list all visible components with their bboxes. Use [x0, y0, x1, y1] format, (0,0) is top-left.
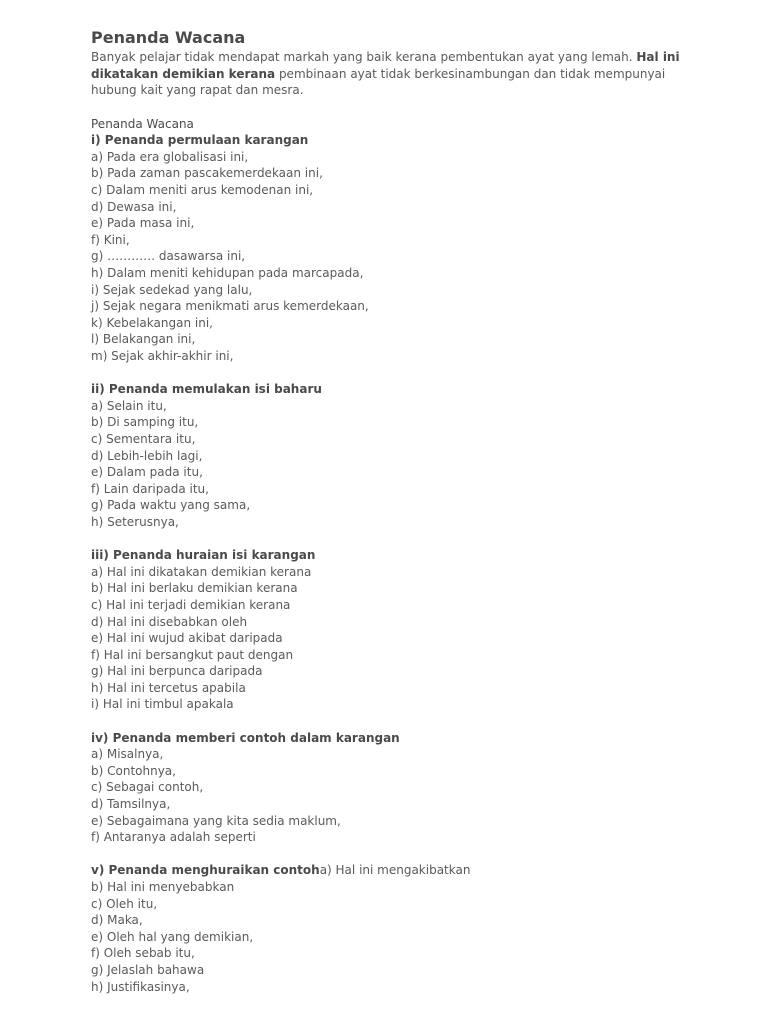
list-item: d) Dewasa ini,	[91, 199, 177, 214]
document-page	[91, 27, 711, 995]
list-item: b) Hal ini menyebabkan	[91, 880, 235, 895]
spacer	[91, 713, 711, 730]
list-item: c) Sebagai contoh,	[91, 780, 204, 795]
list-item: k) Kebelakangan ini,	[91, 315, 213, 330]
list-item: a) Selain itu,	[91, 398, 167, 413]
list-item: b) Pada zaman pascakemerdekaan ini,	[91, 166, 323, 181]
list-item: j) Sejak negara menikmati arus kemerdekaan,	[91, 299, 369, 314]
page-title: Penanda Wacana	[91, 28, 246, 47]
list-item: g) Jelaslah bahawa	[91, 962, 205, 977]
list-item: h) Dalam meniti kehidupan pada marcapada,	[91, 266, 364, 281]
section-isi-baharu	[91, 381, 711, 530]
section-huraian-isi	[91, 547, 711, 713]
list-item: b) Contohnya,	[91, 763, 176, 778]
list-item: e) Sebagaimana yang kita sedia maklum,	[91, 813, 341, 828]
section-title: iv) Penanda memberi contoh dalam karangan	[91, 730, 400, 745]
list-item: d) Tamsilnya,	[91, 797, 171, 812]
list-item: g) Hal ini berpunca daripada	[91, 664, 263, 679]
list-item: e) Dalam pada itu,	[91, 465, 203, 480]
subheading: Penanda Wacana	[91, 116, 194, 131]
list-item: e) Hal ini wujud akibat daripada	[91, 631, 283, 646]
list-item: c) Oleh itu,	[91, 896, 158, 911]
list-item: g) ………… dasawarsa ini,	[91, 249, 246, 264]
list-item: b) Di samping itu,	[91, 415, 199, 430]
list-item: f) Lain daripada itu,	[91, 481, 209, 496]
list-item: l) Belakangan ini,	[91, 332, 196, 347]
list-item: f) Hal ini bersangkut paut dengan	[91, 647, 294, 662]
list-item: a) Hal ini mengakibatkan	[319, 863, 471, 878]
spacer	[91, 365, 711, 382]
list-item: f) Antaranya adalah seperti	[91, 830, 256, 845]
spacer	[91, 531, 711, 548]
list-item: e) Pada masa ini,	[91, 216, 195, 231]
list-item: b) Hal ini berlaku demikian kerana	[91, 581, 298, 596]
section-title-text: v) Penanda menghuraikan contoh	[91, 863, 320, 878]
list-item: a) Pada era globalisasi ini,	[91, 149, 249, 164]
list-item: a) Misalnya,	[91, 747, 164, 762]
intro-bold-phrase: Hal ini dikatakan demikian kerana	[91, 50, 680, 81]
section-contoh	[91, 730, 711, 846]
list-item: a) Hal ini dikatakan demikian kerana	[91, 564, 312, 579]
list-item: m) Sejak akhir-akhir ini,	[91, 349, 234, 364]
list-item: e) Oleh hal yang demikian,	[91, 929, 254, 944]
section-title: iii) Penanda huraian isi karangan	[91, 548, 316, 563]
list-item: h) Justifikasinya,	[91, 979, 190, 994]
section-permulaan	[91, 132, 711, 364]
list-item: f) Oleh sebab itu,	[91, 946, 195, 961]
section-huraian-contoh	[91, 862, 711, 995]
spacer	[91, 846, 711, 863]
list-item: d) Lebih-lebih lagi,	[91, 448, 203, 463]
intro-text-start: Banyak pelajar tidak mendapat markah yang baik kerana pembentukan ayat yang lemah.	[91, 50, 637, 64]
list-item: i) Hal ini timbul apakala	[91, 697, 234, 712]
section-title: i) Penanda permulaan karangan	[91, 133, 309, 148]
list-item: f) Kini,	[91, 232, 130, 247]
intro-paragraph	[91, 49, 711, 99]
intro-text-end: pembinaan ayat tidak berkesinambungan dan tidak mempunyai hubung kait yang rapat dan mesra.	[91, 66, 666, 98]
list-item: i) Sejak sedekad yang lalu,	[91, 282, 253, 297]
list-item: d) Hal ini disebabkan oleh	[91, 614, 248, 629]
section-title: ii) Penanda memulakan isi baharu	[91, 382, 322, 397]
spacer	[91, 99, 711, 116]
list-item: g) Pada waktu yang sama,	[91, 498, 251, 513]
list-item: d) Maka,	[91, 913, 143, 928]
list-item: h) Hal ini tercetus apabila	[91, 680, 246, 695]
list-item: c) Sementara itu,	[91, 431, 196, 446]
section-title	[91, 862, 711, 879]
list-item: h) Seterusnya,	[91, 514, 179, 529]
list-item: c) Hal ini terjadi demikian kerana	[91, 597, 291, 612]
list-item: c) Dalam meniti arus kemodenan ini,	[91, 183, 314, 198]
